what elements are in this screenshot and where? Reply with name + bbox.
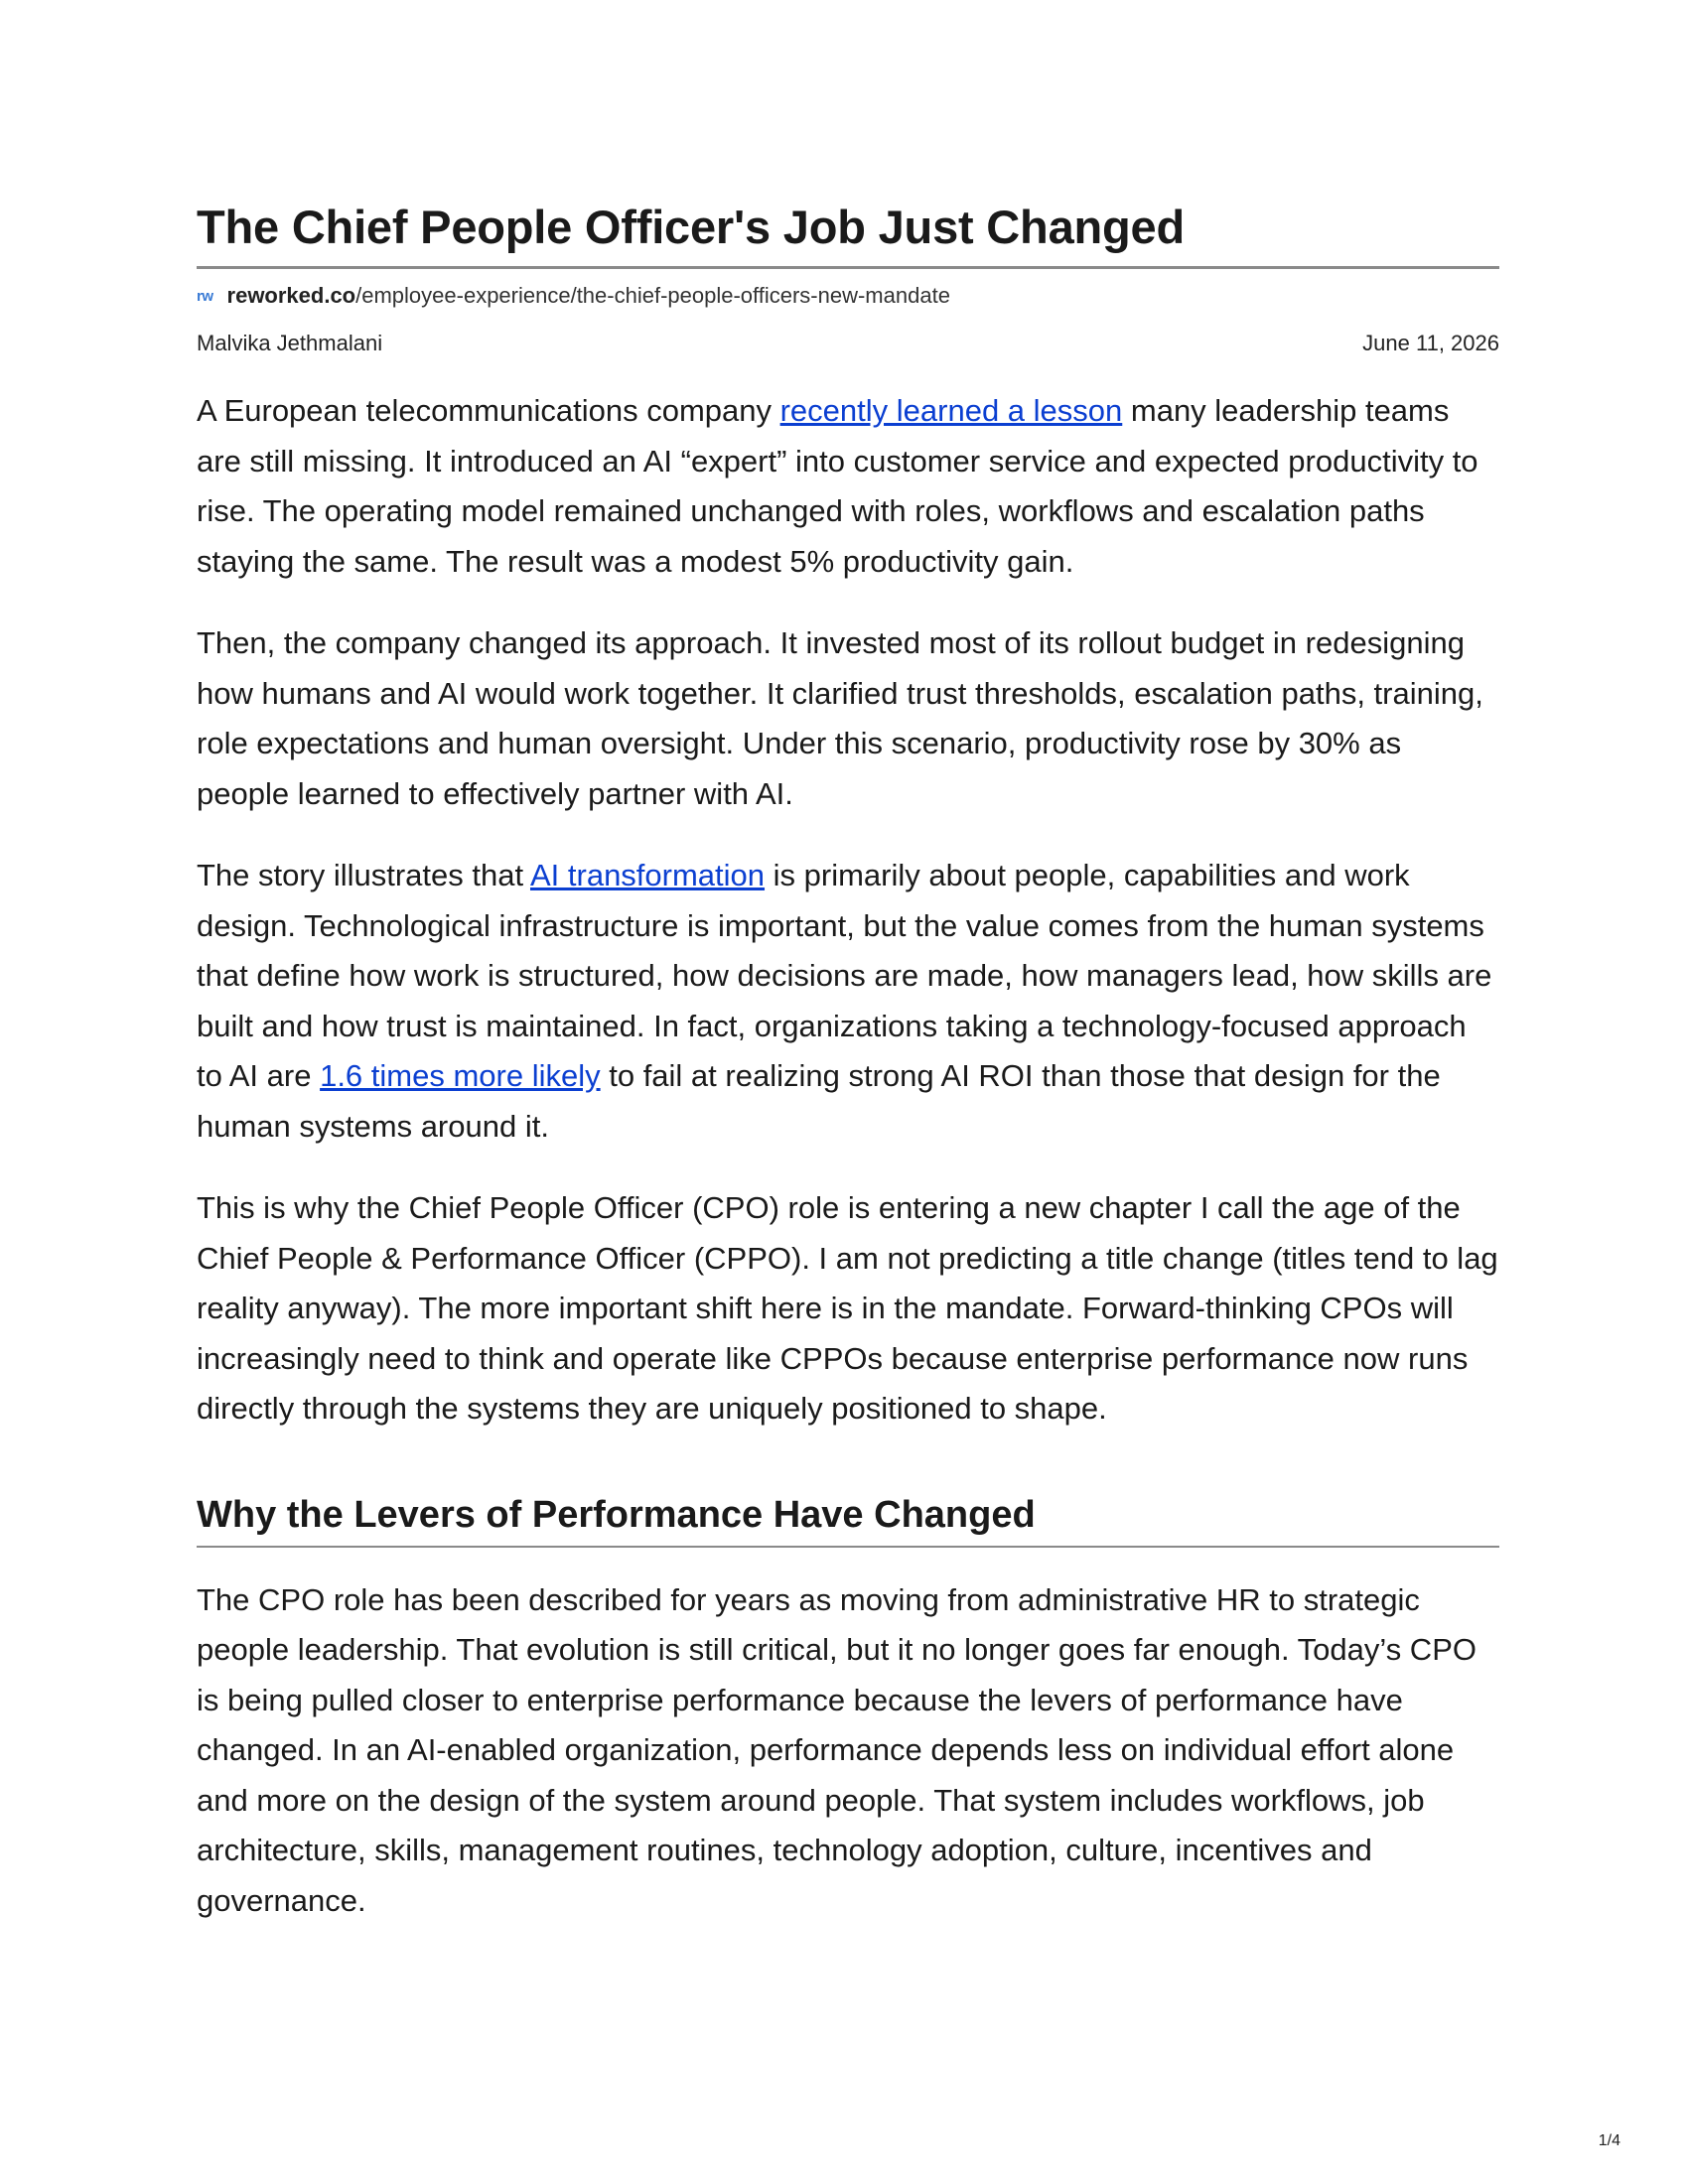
source-url-link[interactable]	[227, 283, 950, 309]
ai-transformation-link[interactable]: AI transformation	[529, 858, 766, 892]
page-number: 1/4	[1598, 2132, 1620, 2149]
paragraph-1-text-a: A European telecommunications company	[197, 393, 780, 428]
section-divider	[197, 1546, 1499, 1548]
recently-learned-link[interactable]: recently learned a lesson	[779, 393, 1123, 428]
paragraph-5: The CPO role has been described for years as moving from administrative HR to strategic people leadership. That evolution is still critical, but it no longer goes far enough. Today’s CPO is being pulled closer to enterprise performance because the levers of performance have changed. In an AI-enabled organization, performance depends less on individual effort alone and more on the design of the system around people. That system includes workflows, job architecture, skills, management routines, technology adoption, culture, incentives and governance.	[197, 1581, 1477, 1918]
paragraph-1-text-b: many leadership teams are still missing. It introduced an AI “expert” into customer service and expected productivity to rise. The operating model remained unchanged with roles, workflows and escalation paths staying the same. The result was a modest 5% productivity gain.	[197, 393, 1478, 579]
author-name: Malvika Jethmalani	[197, 331, 383, 355]
source-path: /employee-experience/the-chief-people-officers-new-mandate	[355, 283, 950, 308]
article-title: The Chief People Officer's Job Just Changed	[197, 201, 1185, 253]
site-logo-icon: rw	[197, 287, 213, 305]
byline	[197, 331, 1499, 356]
paragraph-3	[197, 851, 1499, 1152]
article-page	[197, 189, 1499, 1926]
source-line	[197, 283, 1499, 309]
source-domain: reworked.co	[226, 283, 356, 308]
paragraph-1	[197, 386, 1499, 587]
paragraph-2: Then, the company changed its approach. It invested most of its rollout budget in redesigning how humans and AI would work together. It clarified trust thresholds, escalation paths, training, role expectations and human oversight. Under this scenario, productivity rose by 30% as people learned to effectively partner with AI.	[197, 625, 1483, 811]
more-likely-link[interactable]: 1.6 times more likely	[320, 1058, 601, 1093]
article-body	[197, 386, 1499, 1926]
paragraph-3-text-c: to fail at realizing strong AI ROI than those that design for the human systems around it.	[197, 1058, 1441, 1144]
section-heading: Why the Levers of Performance Have Changed	[197, 1493, 1036, 1536]
publish-date: June 11, 2026	[1362, 331, 1499, 355]
title-divider	[197, 266, 1499, 269]
paragraph-3-text-b: is primarily about people, capabilities and work design. Technological infrastructure is important, but the value comes from the human systems that define how work is structured, how decisions are made, how managers lead, how skills are built and how trust is maintained. In fact, organizations taking a technology-focused approach to AI are	[197, 858, 1492, 1093]
paragraph-4: This is why the Chief People Officer (CPO) role is entering a new chapter I call the age of the Chief People & Performance Officer (CPPO). I am not predicting a title change (titles tend to lag reality anyway). The more important shift here is in the mandate. Forward-thinking CPOs will increasingly need to think and operate like CPPOs because enterprise performance now runs directly through the systems they are uniquely positioned to shape.	[197, 1190, 1498, 1426]
paragraph-3-text-a: The story illustrates that	[197, 858, 530, 892]
